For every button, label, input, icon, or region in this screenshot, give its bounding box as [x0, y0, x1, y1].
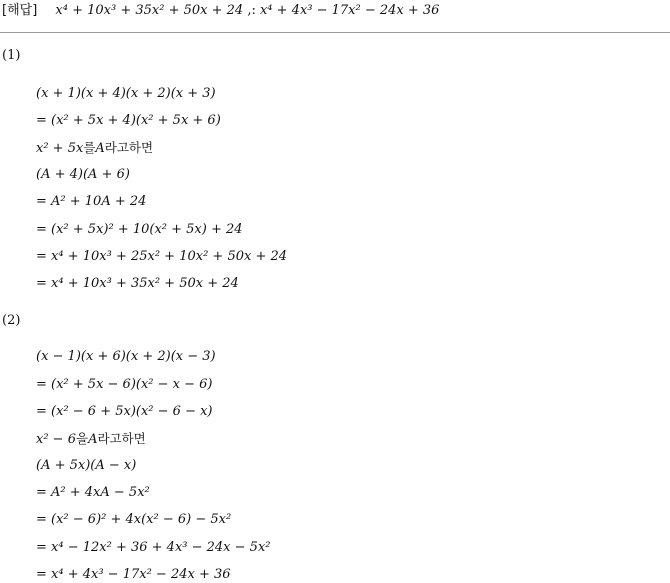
answer-tag: [해답]	[2, 3, 38, 18]
part-2-line: = (x² − 6)² + 4x(x² − 6) − 5x²	[36, 512, 232, 527]
part-2-line: = (x² + 5x − 6)(x² − x − 6)	[36, 377, 213, 392]
answer-separator: ,:	[247, 3, 260, 18]
part-1-label: (1)	[2, 48, 21, 63]
answer-2: x⁴ + 4x³ − 17x² − 24x + 36	[259, 3, 440, 18]
part-2-line: (x − 1)(x + 6)(x + 2)(x − 3)	[36, 349, 216, 364]
part-2-line: (A + 5x)(A − x)	[36, 458, 137, 473]
part-1-line: = x⁴ + 10x³ + 25x² + 10x² + 50x + 24	[36, 249, 288, 264]
part-2-line: = x⁴ − 12x² + 36 + 4x³ − 24x − 5x²	[36, 540, 271, 555]
divider	[0, 32, 670, 33]
part-2-line: = x⁴ + 4x³ − 17x² − 24x + 36	[36, 567, 231, 582]
part-1-line: = (x² + 5x + 4)(x² + 5x + 6)	[36, 113, 221, 128]
part-2-line: x² − 6을A라고하면	[36, 431, 146, 447]
part-1-line: = (x² + 5x)² + 10(x² + 5x) + 24	[36, 222, 243, 237]
answer-header	[2, 2, 439, 20]
part-1-line: (x + 1)(x + 4)(x + 2)(x + 3)	[36, 86, 216, 101]
answer-1: x⁴ + 10x³ + 35x² + 50x + 24	[55, 3, 244, 18]
part-1-line: (A + 4)(A + 6)	[36, 167, 130, 182]
part-2-line: = (x² − 6 + 5x)(x² − 6 − x)	[36, 404, 213, 419]
part-1-line: = x⁴ + 10x³ + 35x² + 50x + 24	[36, 276, 239, 291]
part-1-line: x² + 5x를A라고하면	[36, 140, 154, 156]
part-2-label: (2)	[2, 313, 21, 328]
part-1-line: = A² + 10A + 24	[36, 194, 147, 209]
part-2-line: = A² + 4xA − 5x²	[36, 485, 150, 500]
